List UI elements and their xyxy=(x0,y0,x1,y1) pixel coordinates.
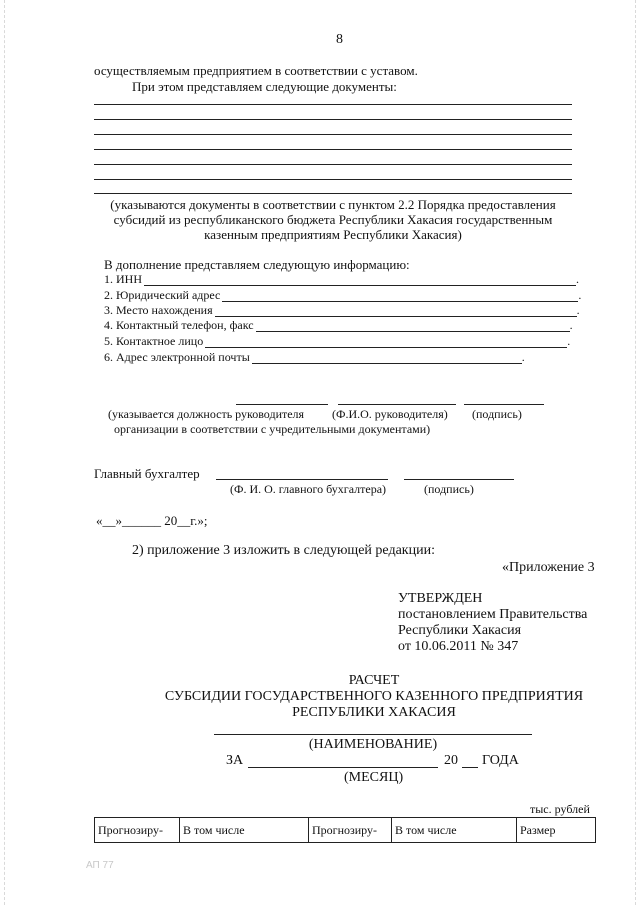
fill-line xyxy=(222,290,578,302)
info-label: 3. Место нахождения xyxy=(104,303,213,317)
info-row-location: 3. Место нахождения . xyxy=(104,303,580,317)
approved-line-2: Республики Хакасия xyxy=(398,623,522,638)
info-label: 1. ИНН xyxy=(104,272,142,286)
blank-line xyxy=(94,193,572,194)
info-label: 5. Контактное лицо xyxy=(104,334,204,348)
calc-subtitle-2: РЕСПУБЛИКИ ХАКАСИЯ xyxy=(292,705,456,720)
info-row-email: 6. Адрес электронной почты . xyxy=(104,350,525,364)
scan-edge-left xyxy=(4,0,5,905)
head-position-label-2: организации в соответствии с учредительными документами) xyxy=(114,422,431,436)
calc-year-prefix: 20 xyxy=(444,753,458,768)
blank-line xyxy=(94,164,572,165)
table-header-row xyxy=(95,818,596,843)
info-row-contact: 5. Контактное лицо . xyxy=(104,334,571,348)
year-line xyxy=(462,767,478,768)
date-line: «__»______ 20__г.»; xyxy=(96,513,208,528)
calc-za: ЗА xyxy=(226,753,244,768)
table-header-cell: Прогнозиру- xyxy=(309,818,392,843)
table-header-cell: В том числе xyxy=(180,818,309,843)
docs-note-line-2: субсидий из республиканского бюджета Республики Хакасия государственным xyxy=(113,212,553,227)
table-header-cell: Размер xyxy=(517,818,596,843)
signature-line xyxy=(216,479,388,480)
fill-line xyxy=(215,305,577,317)
head-fio-label: (Ф.И.О. руководителя) xyxy=(332,407,448,421)
accountant-fio-label: (Ф. И. О. главного бухгалтера) xyxy=(230,482,387,496)
signature-line xyxy=(236,404,328,405)
info-label: 4. Контактный телефон, факс xyxy=(104,318,254,332)
calc-name-label: (НАИМЕНОВАНИЕ) xyxy=(308,737,438,752)
accountant-title: Главный бухгалтер xyxy=(94,466,200,481)
fill-line xyxy=(256,320,570,332)
calc-table xyxy=(94,817,596,843)
info-row-phone: 4. Контактный телефон, факс . xyxy=(104,318,573,332)
fill-line xyxy=(144,274,576,286)
scan-watermark: АП 77 xyxy=(86,860,114,871)
table-header-cell: В том числе xyxy=(392,818,517,843)
head-position-label: (указывается должность руководителя xyxy=(108,407,305,421)
page-number: 8 xyxy=(336,32,343,47)
blank-line xyxy=(94,134,572,135)
fill-line xyxy=(252,352,522,364)
docs-note-line-1: (указываются документы в соответствии с пунктом 2.2 Порядка предоставления xyxy=(110,197,556,212)
info-label: 6. Адрес электронной почты xyxy=(104,350,250,364)
scan-edge-right xyxy=(635,0,636,905)
item-2-text: 2) приложение 3 изложить в следующей редакции: xyxy=(132,543,435,558)
approved-line-1: постановлением Правительства xyxy=(398,607,588,622)
calc-month-label: (МЕСЯЦ) xyxy=(344,770,404,785)
name-line xyxy=(214,734,532,735)
approved-line-3: от 10.06.2011 № 347 xyxy=(398,639,519,654)
signature-line xyxy=(464,404,544,405)
table-header-cell: Прогнозиру- xyxy=(95,818,180,843)
head-sign-label: (подпись) xyxy=(472,407,522,421)
month-line xyxy=(248,767,438,768)
docs-note-line-3: казенным предприятиям Республики Хакасия) xyxy=(204,227,462,242)
calc-title: РАСЧЕТ xyxy=(348,673,400,688)
info-row-inn: 1. ИНН . xyxy=(104,272,579,286)
calc-subtitle-1: СУБСИДИИ ГОСУДАРСТВЕННОГО КАЗЕННОГО ПРЕДПРИЯТИЯ xyxy=(164,689,584,704)
fill-line xyxy=(205,336,567,348)
approved-title: УТВЕРЖДЕН xyxy=(398,591,483,606)
units-label: тыс. рублей xyxy=(530,802,590,816)
info-row-legal-address: 2. Юридический адрес . xyxy=(104,288,582,302)
info-heading: В дополнение представляем следующую информацию: xyxy=(104,257,410,272)
intro-line-2: При этом представляем следующие документы: xyxy=(132,79,397,94)
accountant-sign-label: (подпись) xyxy=(424,482,474,496)
blank-line xyxy=(94,104,572,105)
signature-line xyxy=(404,479,514,480)
appendix-label: «Приложение 3 xyxy=(502,560,595,575)
signature-line xyxy=(338,404,456,405)
blank-line xyxy=(94,119,572,120)
blank-line xyxy=(94,179,572,180)
calc-year-suffix: ГОДА xyxy=(482,753,519,768)
info-label: 2. Юридический адрес xyxy=(104,288,221,302)
intro-line-1: осуществляемым предприятием в соответствии с уставом. xyxy=(94,63,418,78)
blank-line xyxy=(94,149,572,150)
